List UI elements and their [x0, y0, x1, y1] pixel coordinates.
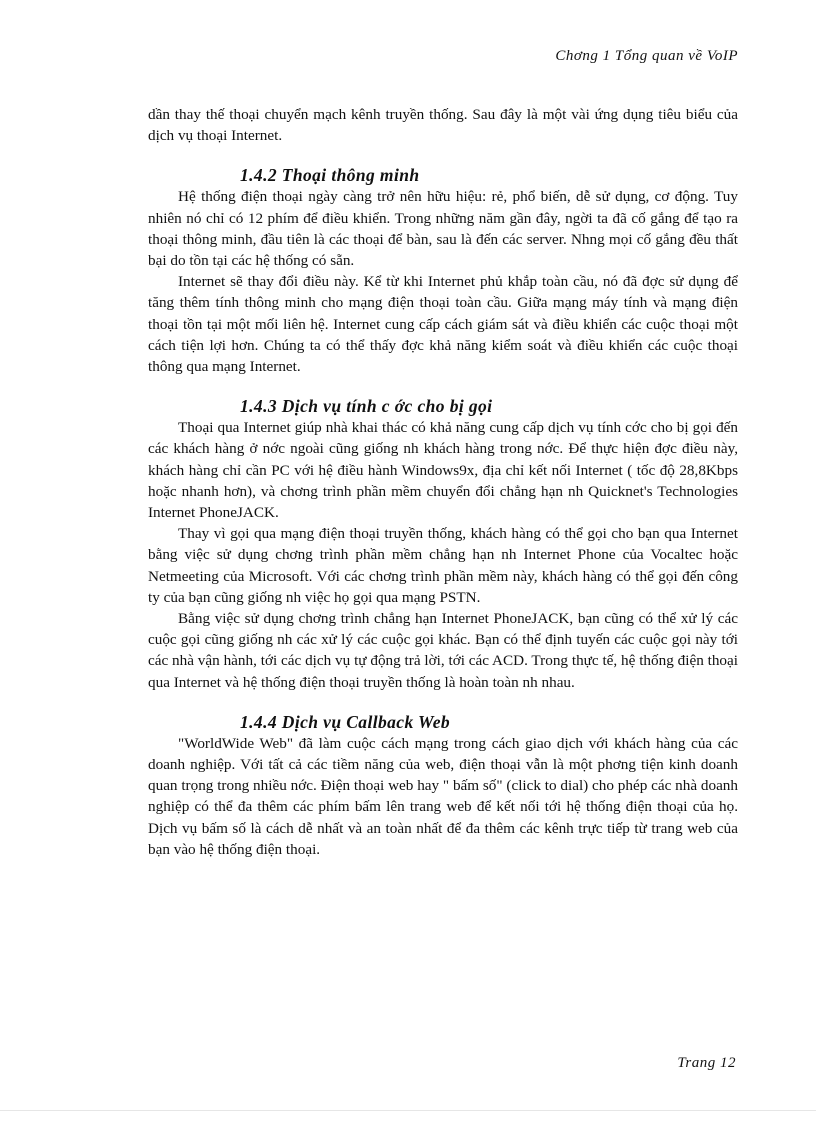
section-heading: 1.4.3 Dịch vụ tính c ớc cho bị gọi	[240, 396, 493, 417]
body-paragraph: Internet sẽ thay đổi điều này. Kể từ khi Internet phủ khắp toàn cầu, nó đã đợc sử dụng để tăng thêm tính thông minh cho mạng điện thoại toàn cầu. Giữa mạng máy tính và mạng điện thoại tồn tại một mối liên hệ. Internet cung cấp cách giám sát và điều khiển các cuộc thoại một cách tiện lợi hơn. Chúng ta có thể thấy đợc khả năng kiểm soát và điều khiển các cuộc thoại thông qua mạng Internet.	[148, 273, 738, 376]
document-body	[148, 104, 738, 860]
body-paragraph: "WorldWide Web" đã làm cuộc cách mạng trong cách giao dịch với khách hàng của các doanh nghiệp. Với tất cả các tiềm năng của web, điện thoại vẫn là một phơng tiện kinh doanh quan trọng trong nhiều nớc. Điện thoại web hay " bấm số" (click to dial) cho phép các nhà doanh nghiệp có thể đa thêm các phím bấm lên trang web để kết nối tới hệ thống điện thoại của họ. Dịch vụ bấm số là cách dễ nhất và an toàn nhất để đa thêm các kênh trực tiếp từ trang web của bạn vào hệ thống điện thoại.	[148, 734, 738, 858]
intro-paragraph: dần thay thế thoại chuyển mạch kênh truyền thống. Sau đây là một vài ứng dụng tiêu biểu của dịch vụ thoại Internet.	[148, 106, 738, 145]
page-number: Trang 12	[677, 1055, 736, 1071]
body-paragraph: Hệ thống điện thoại ngày càng trở nên hữu hiệu: rẻ, phổ biến, dễ sử dụng, cơ động. Tuy nhiên nó chỉ có 12 phím để điều khiển. Trong những năm gần đây, ngời ta đã cố gắng để tạo ra thoại thông minh, đầu tiên là các thoại để bàn, sau là đến các server. Nhng mọi cố gắng đều thất bại do tồn tại các hệ thống có sẵn.	[148, 188, 738, 270]
body-paragraph: Thoại qua Internet giúp nhà khai thác có khả năng cung cấp dịch vụ tính cớc cho bị gọi đến các khách hàng ở nớc ngoài cũng giống nh khách hàng trong nớc. Để thực hiện đợc điều này, khách hàng chỉ cần PC với hệ điều hành Windows9x, địa chỉ kết nối Internet ( tốc độ 28,8Kbps hoặc nhanh hơn), và chơng trình phần mềm chuyển đổi chẳng hạn nh Quicknet's Technologies Internet PhoneJACK.	[148, 419, 738, 522]
running-header: Chơng 1 Tổng quan về VoIP	[555, 48, 738, 64]
section-heading: 1.4.2 Thoại thông minh	[240, 165, 420, 186]
body-paragraph: Bằng việc sử dụng chơng trình chẳng hạn Internet PhoneJACK, bạn cũng có thể xử lý các cuộc gọi cũng giống nh các xử lý các cuộc gọi khác. Bạn có thể định tuyến các cuộc gọi này tới các nhà vận hành, tới các dịch vụ tự động trả lời, tới các ACD. Trong thực tế, hệ thống điện thoại qua Internet và hệ thống điện thoại truyền thống là hoàn toàn nh nhau.	[148, 610, 738, 691]
page-bottom-rule	[0, 1110, 816, 1111]
body-paragraph: Thay vì gọi qua mạng điện thoại truyền thống, khách hàng có thể gọi cho bạn qua Internet bằng việc sử dụng chơng trình phần mềm chẳng hạn nh Internet Phone của Vocaltec hoặc Netmeeting của Microsoft. Với các chơng trình phần mềm này, khách hàng có thể gọi đến công ty của bạn cũng giống nh việc họ gọi qua mạng PSTN.	[148, 525, 738, 606]
section-heading: 1.4.4 Dịch vụ Callback Web	[240, 711, 451, 732]
